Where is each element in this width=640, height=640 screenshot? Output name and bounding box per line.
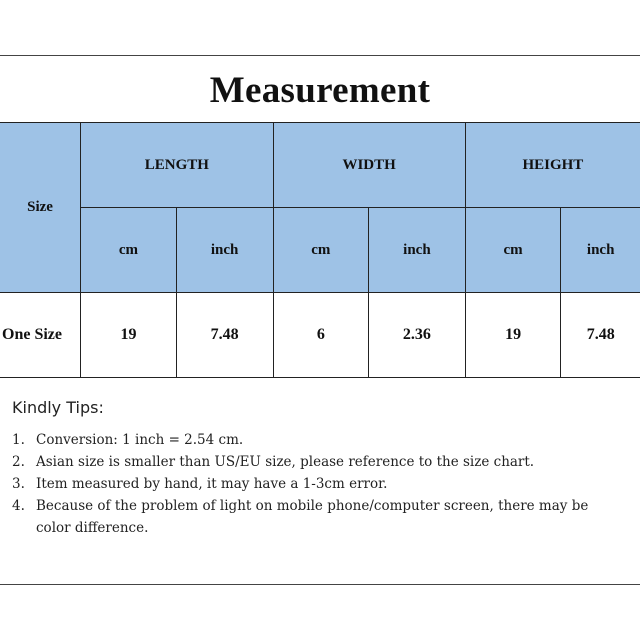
length-cm-unit-cell: cm: [81, 208, 177, 293]
table-header-row: [0, 123, 640, 208]
size-label-cell: One Size: [0, 293, 81, 378]
length-inch-value-cell: 7.48: [176, 293, 273, 378]
top-divider: [0, 55, 640, 56]
page-title: Measurement: [209, 70, 431, 111]
length-inch-unit-cell: inch: [176, 208, 273, 293]
length-cm-value-cell: 19: [81, 293, 177, 378]
table-unit-row: [0, 208, 640, 293]
list-item: [12, 473, 612, 495]
height-inch-value-cell: 7.48: [561, 293, 640, 378]
width-cm-value-cell: 6: [273, 293, 369, 378]
list-item: [12, 495, 612, 539]
tip-text: Because of the problem of light on mobile phone/computer screen, there may be color difference.: [36, 498, 589, 536]
height-inch-unit-cell: inch: [561, 208, 640, 293]
tip-text: Conversion: 1 inch = 2.54 cm.: [36, 432, 244, 448]
tip-number: 4.: [12, 498, 25, 514]
height-cm-value-cell: 19: [465, 293, 561, 378]
size-chart-table: [0, 122, 640, 378]
list-item: [12, 451, 612, 473]
length-header-cell: LENGTH: [81, 123, 273, 208]
tip-text: Asian size is smaller than US/EU size, please reference to the size chart.: [36, 454, 535, 470]
width-header-cell: WIDTH: [273, 123, 465, 208]
width-cm-unit-cell: cm: [273, 208, 369, 293]
tip-number: 1.: [12, 432, 25, 448]
bottom-divider: [0, 584, 640, 585]
width-inch-value-cell: 2.36: [369, 293, 466, 378]
list-item: [12, 429, 612, 451]
tips-title: Kindly Tips:: [12, 398, 104, 417]
height-cm-unit-cell: cm: [465, 208, 561, 293]
kindly-tips-section: [12, 398, 612, 539]
height-header-cell: HEIGHT: [465, 123, 640, 208]
size-header-cell: Size: [0, 123, 81, 293]
table-row: [0, 293, 640, 378]
tips-list: [12, 429, 612, 539]
tip-number: 2.: [12, 454, 25, 470]
tip-number: 3.: [12, 476, 25, 492]
tip-text: Item measured by hand, it may have a 1-3cm error.: [36, 476, 388, 492]
width-inch-unit-cell: inch: [369, 208, 466, 293]
